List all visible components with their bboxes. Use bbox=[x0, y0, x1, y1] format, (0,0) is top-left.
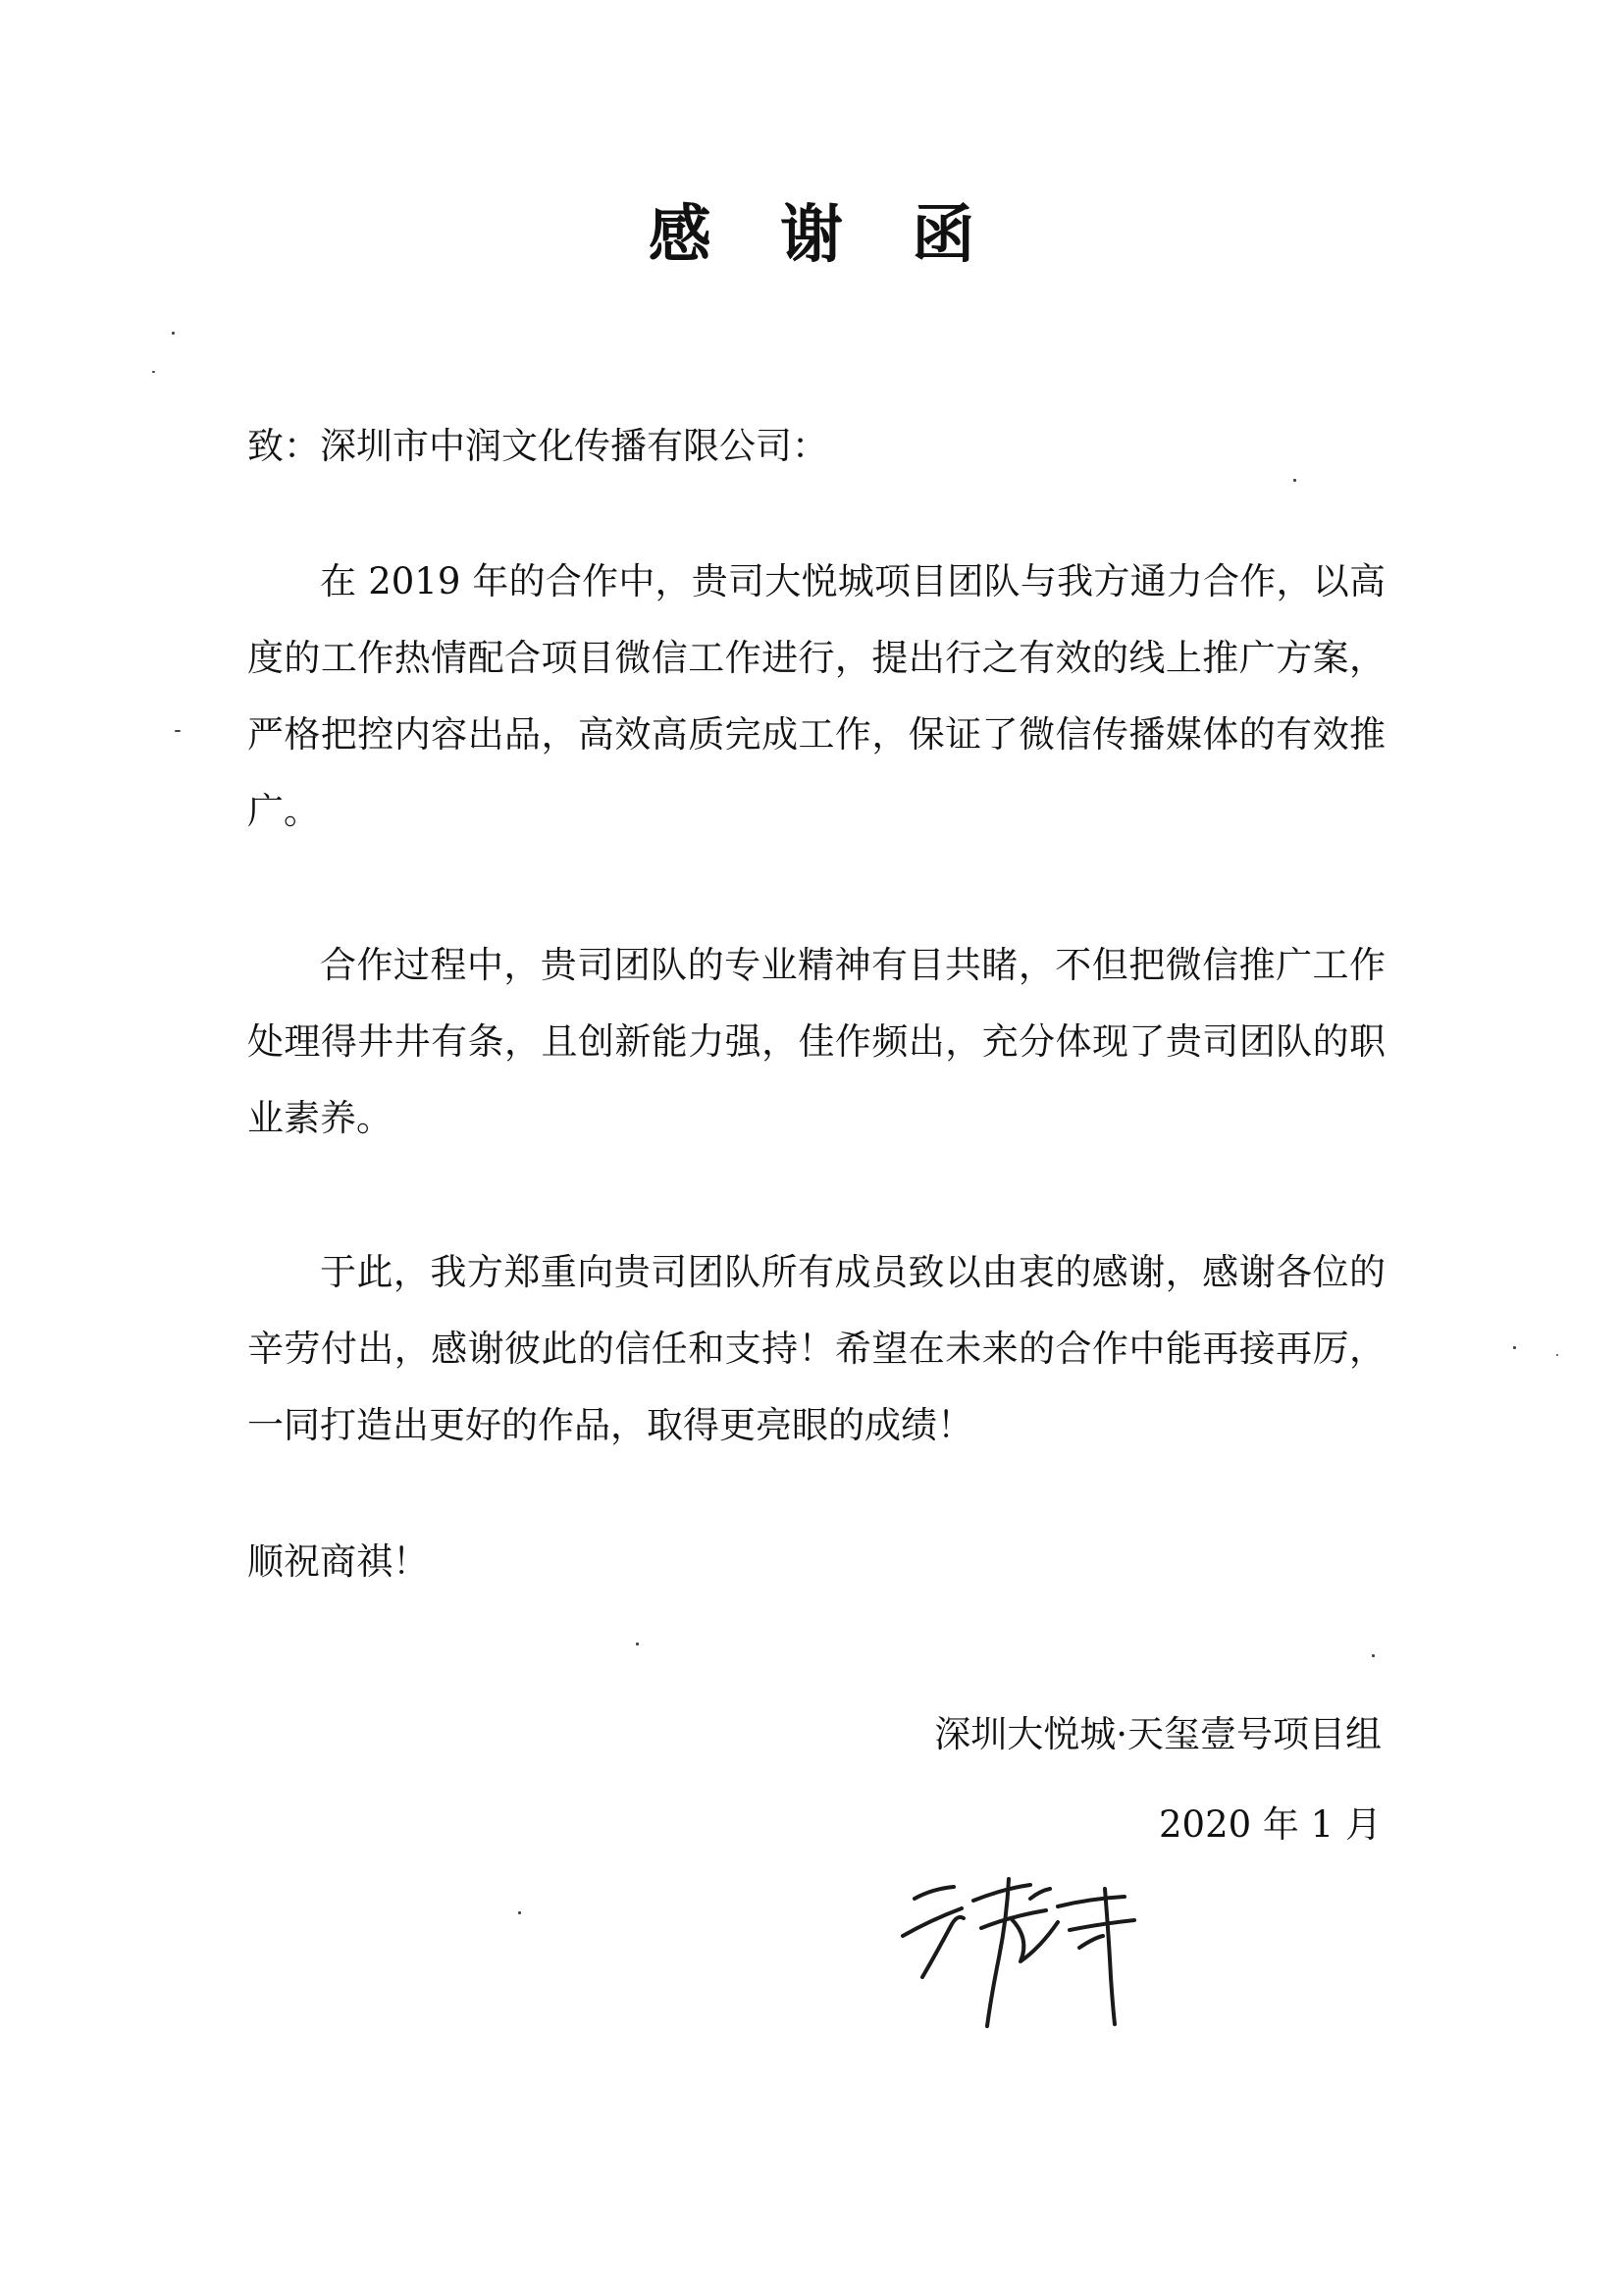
letter-date: 2020 年 1 月 bbox=[1159, 1803, 1382, 1846]
scan-speck bbox=[1556, 1354, 1558, 1356]
sender-name: 深圳大悦城·天玺壹号项目组 bbox=[934, 1713, 1382, 1755]
letter-title: 感 谢 函 bbox=[648, 199, 999, 272]
scan-speck bbox=[518, 1911, 521, 1914]
scan-speck bbox=[1513, 1346, 1516, 1349]
body-paragraph-2: 合作过程中，贵司团队的专业精神有目共睹，不但把微信推广工作处理得井井有条，且创新能力强，佳作频出，充分体现了贵司团队的职业素养。 bbox=[247, 944, 1386, 1139]
scan-speck bbox=[175, 730, 181, 732]
closing-remark: 顺祝商祺！ bbox=[247, 1540, 429, 1583]
scan-speck bbox=[636, 1643, 639, 1645]
body-paragraph-3: 于此，我方郑重向贵司团队所有成员致以由衷的感谢，感谢各位的辛劳付出，感谢彼此的信任和支持！希望在未来的合作中能再接再厉，一同打造出更好的作品，取得更亮眼的成绩！ bbox=[247, 1251, 1386, 1446]
scan-speck bbox=[172, 332, 175, 335]
handwritten-signature-icon bbox=[893, 1859, 1168, 2036]
scan-speck bbox=[1372, 1654, 1375, 1657]
body-paragraph-1: 在 2019 年的合作中，贵司大悦城项目团队与我方通力合作，以高度的工作热情配合项目微信工作进行，提出行之有效的线上推广方案，严格把控内容出品，高效高质完成工作，保证了微信传播媒体的有效推广。 bbox=[247, 560, 1386, 832]
scan-speck bbox=[152, 371, 155, 373]
scan-speck bbox=[1293, 479, 1296, 482]
salutation: 致：深圳市中润文化传播有限公司： bbox=[247, 425, 828, 467]
